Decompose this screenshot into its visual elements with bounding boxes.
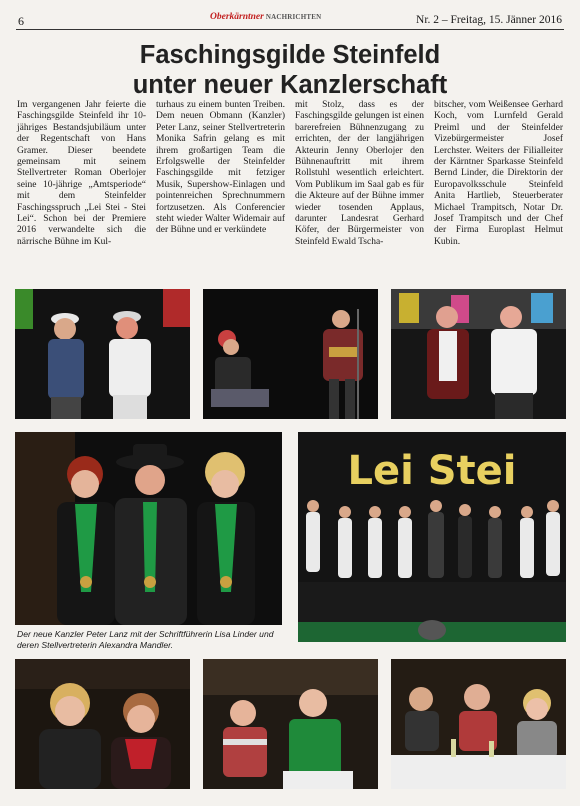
photo-audience-table [391, 659, 566, 789]
issue-date: Nr. 2 – Freitag, 15. Jänner 2016 [416, 14, 562, 26]
photo-audience-boys [203, 659, 378, 789]
stage-sign: Lei Stei [347, 448, 517, 494]
newspaper-logo [210, 12, 321, 22]
logo-main-text: Oberkärntner [210, 12, 264, 22]
article-column-2: turhaus zu einem bunten Treiben. Dem neuen Obmann (Kanzler) Peter Lanz, seiner Stellvertreterin Monika Safrin gelang es mit ihrem großartigen Team die Erfolgswelle der Steinfelder Faschingsgilde mit fetziger Musik, Supershow-Einlagen und pointenreichen Sprechnummern fortzusetzen. Als Conferencier steht wieder Walter Widemair auf der Bühne und er verkündete [156, 100, 285, 236]
article-column-1: Im vergangenen Jahr feierte die Faschingsgilde Steinfeld ihr 10-jähriges Bestandsjubiläum unter der Regentschaft von Hans Gramer. Dieser beendete gemeinsam mit seinem Stellvertreter Roman Oberlojer seine 10-jährige „Amtsperiode“ mit dem Steinfelder Faschingsspruch „Lei Stei - Stei Lei“. Schon bei der Premiere 2016 verwandelte sich die närrische Bühne im Kul- [17, 100, 146, 247]
article-headline [0, 40, 580, 100]
photo-stage-singer [203, 289, 378, 419]
photo-stage-duo [15, 289, 190, 419]
article-body [17, 100, 565, 284]
photo-caption: Der neue Kanzler Peter Lanz mit der Schriftführerin Lisa Linder und deren Stellvertreterin Alexandra Mandler. [17, 629, 274, 650]
page-number: 6 [18, 14, 24, 28]
photo-new-chancellor [15, 432, 282, 625]
page-header [0, 0, 580, 30]
photo-ensemble-stage [298, 432, 566, 642]
logo-sub-text: NACHRICHTEN [265, 13, 322, 21]
article-column-4: bitscher, vom Weißensee Gerhard Koch, vom Lurnfeld Gerald Preiml und der Steinfelder Vizebürgermeister Josef Lerchster. Weiters der Filialleiter der Kärntner Sparkasse Steinfeld Bernd Linder, die Direktorin der Europavolksschule Steinfeld Anita Hartlieb, Steuerberater Michael Trampitsch, Notar Dr. Josef Trampitsch und der Chef der Firma Europlast Helmut Kubin. [434, 100, 563, 247]
photo-stage-men [391, 289, 566, 419]
photo-audience-women [15, 659, 190, 789]
article-column-3: mit Stolz, dass es der Faschingsgilde gelungen ist einen barerefreien Bühnenzugang zu errichten, der der langjährigen Akteurin Jenny Oberlojer den Bühnenauftritt mit ihrem Rollstuhl wesentlich erleichtert. Vom Publikum im Saal gab es für die Akteure auf der Bühne immer wieder tosenden Applaus, darunter Landesrat Gerhard Köfer, der Bürgermeister von Steinfeld Ewald Tscha- [295, 100, 424, 247]
headline-line-1: Faschingsgilde Steinfeld [139, 41, 441, 69]
headline-line-2: unter neuer Kanzlerschaft [132, 71, 448, 99]
header-rule [16, 29, 564, 30]
